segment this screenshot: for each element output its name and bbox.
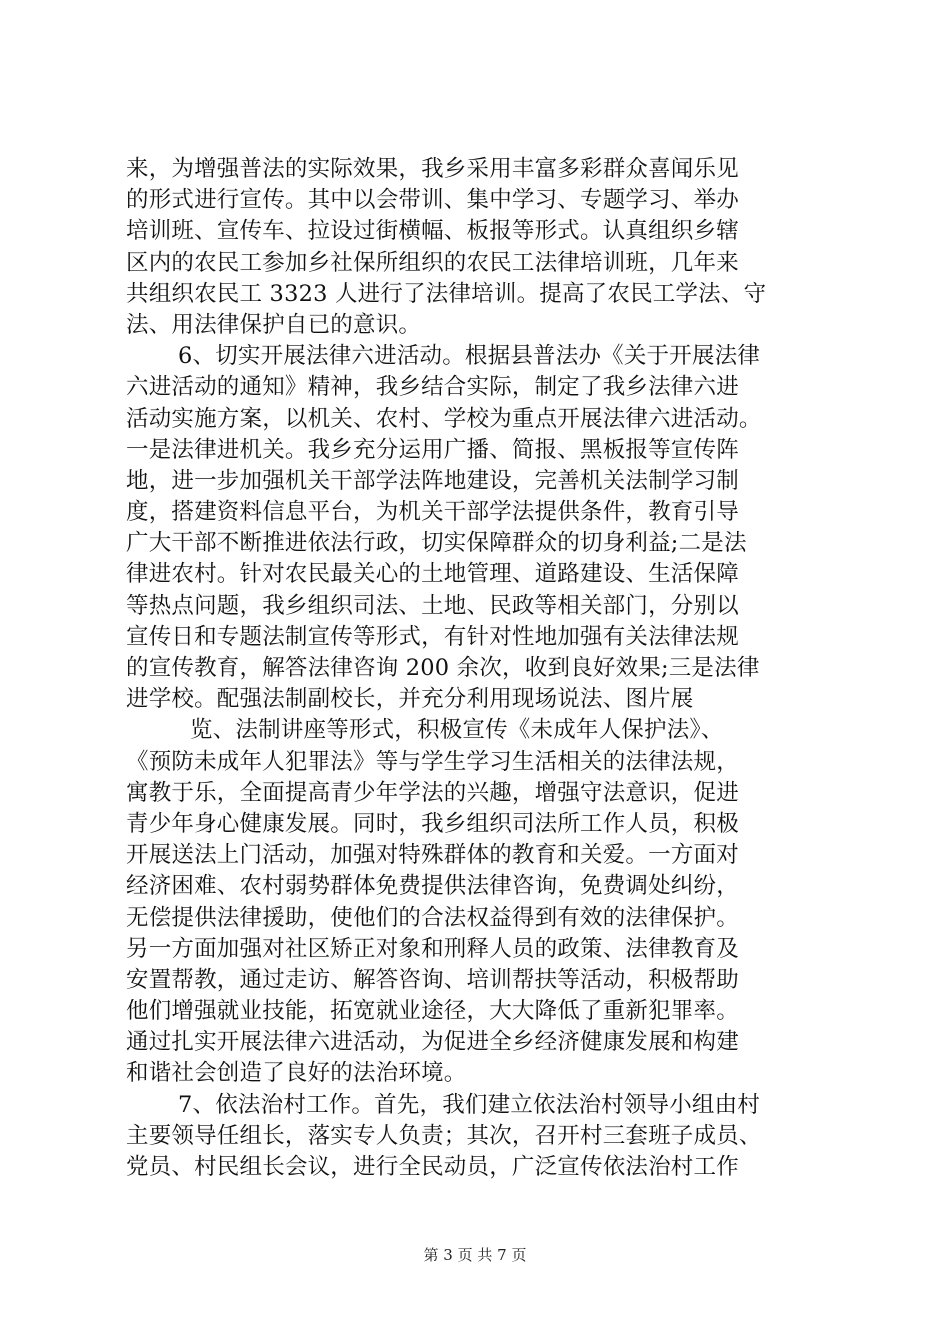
- text-line: 党员、村民组长会议，进行全民动员，广泛宣传依法治村工作: [126, 1154, 739, 1180]
- text-line: 一是法律进机关。我乡充分运用广播、简报、黑板报等宣传阵: [126, 436, 739, 463]
- text-line: 广大干部不断推进依法行政，切实保障群众的切身利益;二是法: [126, 530, 747, 557]
- text-line: 6、切实开展法律六进活动。根据县普法办《关于开展法律: [178, 343, 761, 370]
- body-text: [126, 154, 846, 1183]
- text-line: 通过扎实开展法律六进活动，为促进全乡经济健康发展和构建: [126, 1029, 739, 1056]
- text-line: 进学校。配强法制副校长，并充分利用现场说法、图片展: [126, 686, 694, 713]
- text-line: 另一方面加强对社区矫正对象和刑释人员的政策、法律教育及: [126, 935, 739, 962]
- text-line: 7、依法治村工作。首先，我们建立依法治村领导小组由村: [178, 1091, 761, 1118]
- text-line: 律进农村。针对农民最关心的土地管理、道路建设、生活保障: [126, 561, 739, 588]
- text-line: 开展送法上门活动，加强对特殊群体的教育和关爱。一方面对: [126, 842, 739, 869]
- text-line: 和谐社会创造了良好的法治环境。: [126, 1060, 467, 1087]
- text-line: 区内的农民工参加乡社保所组织的农民工法律培训班，几年来: [126, 249, 739, 276]
- text-line: 来，为增强普法的实际效果，我乡采用丰富多彩群众喜闻乐见: [126, 156, 739, 182]
- text-line: 主要领导任组长，落实专人负责；其次，召开村三套班子成员、: [126, 1122, 762, 1149]
- text-line: 度，搭建资料信息平台，为机关干部学法提供条件，教育引导: [126, 499, 739, 526]
- text-line: 的形式进行宣传。其中以会带训、集中学习、专题学习、举办: [126, 187, 739, 214]
- text-line: 寓教于乐，全面提高青少年学法的兴趣，增强守法意识，促进: [126, 779, 739, 806]
- text-line: 览、法制讲座等形式，积极宣传《未成年人保护法》、: [190, 717, 724, 744]
- text-line: 他们增强就业技能，拓宽就业途径，大大降低了重新犯罪率。: [126, 998, 739, 1025]
- text-line: 法、用法律保护自已的意识。: [126, 311, 422, 338]
- text-line: 培训班、宣传车、拉设过街横幅、板报等形式。认真组织乡辖: [126, 218, 739, 245]
- text-line: 的宣传教育，解答法律咨询 200 余次，收到良好效果;三是法律: [126, 655, 760, 681]
- text-line: 地，进一步加强机关干部学法阵地建设，完善机关法制学习制: [126, 467, 739, 494]
- text-line: 六进活动的通知》精神，我乡结合实际，制定了我乡法律六进: [126, 374, 739, 401]
- text-line: 青少年身心健康发展。同时，我乡组织司法所工作人员，积极: [126, 810, 739, 837]
- text-line: 无偿提供法律援助，使他们的合法权益得到有效的法律保护。: [126, 904, 739, 931]
- page-footer: 第 3 页 共 7 页: [423, 1246, 527, 1264]
- text-line: 等热点问题，我乡组织司法、土地、民政等相关部门，分别以: [126, 592, 739, 619]
- text-line: 《预防未成年人犯罪法》等与学生学习生活相关的法律法规，: [126, 748, 739, 775]
- text-line: 宣传日和专题法制宣传等形式，有针对性地加强有关法律法规: [126, 623, 739, 650]
- text-line: 经济困难、农村弱势群体免费提供法律咨询，免费调处纠纷，: [126, 873, 739, 900]
- text-line: 共组织农民工 3323 人进行了法律培训。提高了农民工学法、守: [126, 280, 767, 307]
- text-line: 活动实施方案，以机关、农村、学校为重点开展法律六进活动。: [126, 405, 762, 432]
- text-line: 安置帮教，通过走访、解答咨询、培训帮扶等活动，积极帮助: [126, 966, 739, 993]
